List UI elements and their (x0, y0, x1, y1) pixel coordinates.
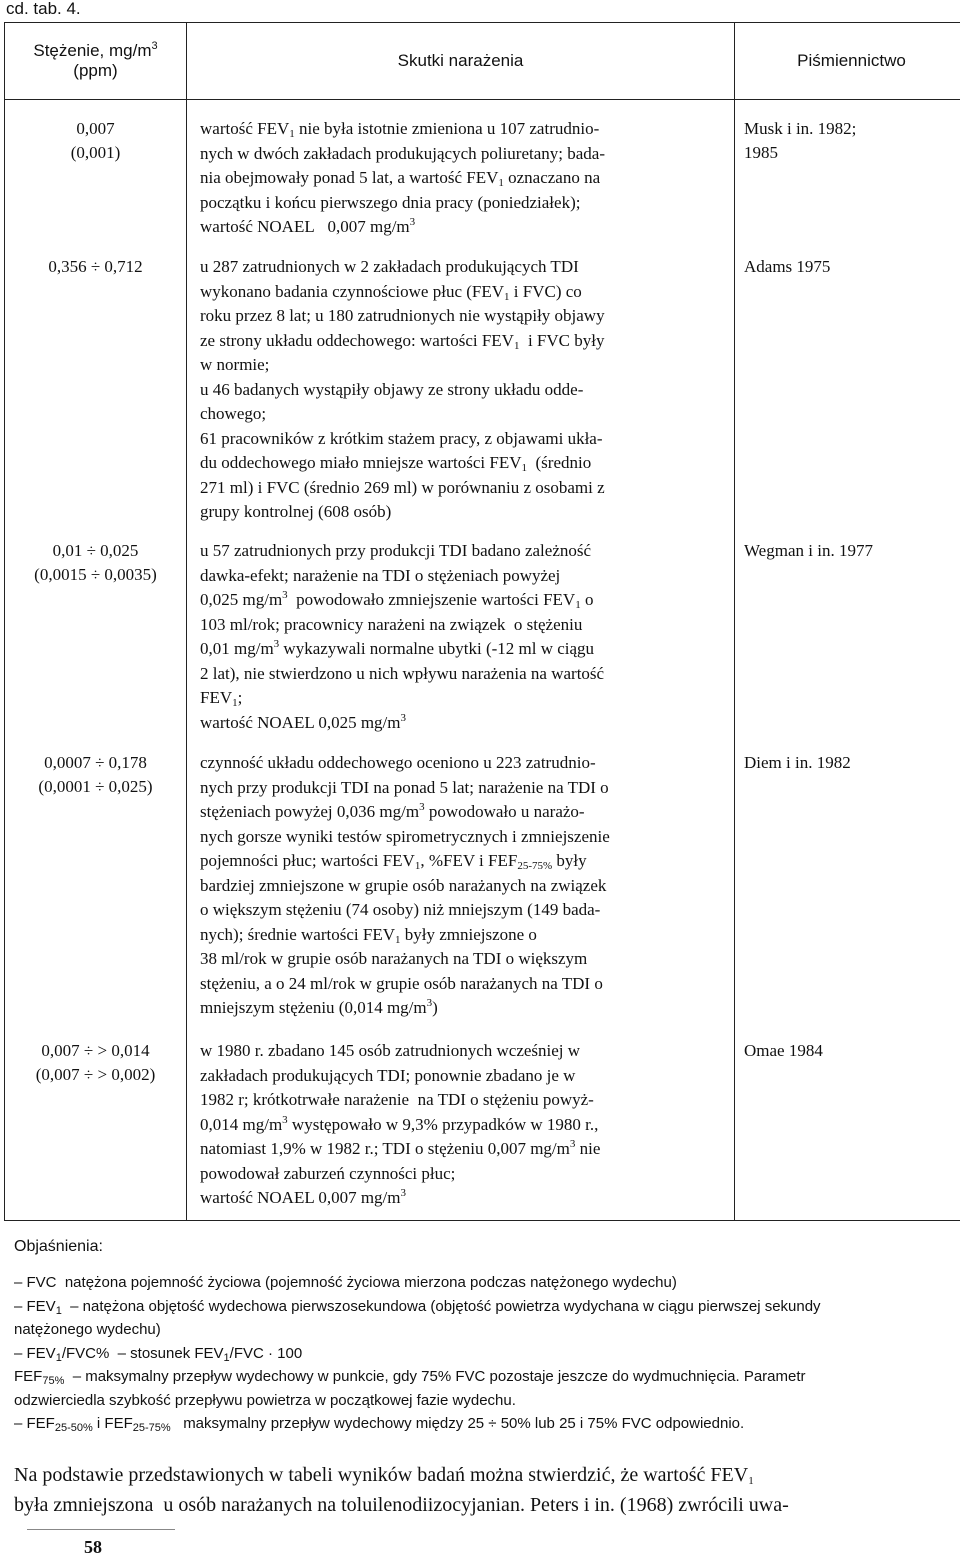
header-conc-line2: (ppm) (73, 61, 118, 80)
row-reference: Omae 1984 (744, 1041, 823, 1060)
row-concentration: 0,007 ÷ > 0,014 (0,007 ÷ > 0,002) (35, 1041, 156, 1084)
effects-column (187, 100, 735, 1221)
row-concentration: 0,356 ÷ 0,712 (48, 257, 143, 276)
body-line: była zmniejszona u osób narażanych na toluilenodiizocyjanian. Peters i in. (1968) zwrócili uwa- (14, 1494, 789, 1516)
row-effects: u 57 zatrudnionych przy produkcji TDI badano zależność dawka-efekt; narażenie na TDI o stężeniach powyżej 0,025 $mg/m^3$ powodowało zmniejszenie wartości $FEV_1$ o 103 ml/rok; pracownicy narażeni na związek o stężeniu 0,01 $mg/m^3$ wykazywali normalne ubytki (-12 ml w ciągu 2 lat), nie stwierdzono u nich wpływu narażenia na wartość $FEV_1$; wartość NOAEL 0,025 $mg/m^3$ (200, 541, 605, 732)
note-line: – $FEV_1$ – natężona objętość wydechowa pierwszosekundowa (objętość powietrza wydychana w ciągu pierwszej sekundy (14, 1297, 821, 1317)
exposure-effects-table (4, 22, 960, 1221)
note-line: $FEF_{75\%}$ – maksymalny przepływ wydechowy w punkcie, gdy 75% FVC pozostaje jeszcze do wydmuchnięcia. Parametr (14, 1368, 806, 1387)
table-header-row (5, 23, 960, 100)
row-concentration: 0,0007 ÷ 0,178 (0,0001 ÷ 0,025) (38, 753, 153, 796)
row-reference: Wegman i in. 1977 (744, 541, 873, 560)
header-effects: Skutki narażenia (187, 23, 735, 100)
references-column (735, 100, 960, 1221)
header-conc-line1: Stężenie, mg/m (33, 41, 152, 60)
table-body-row (5, 100, 960, 1221)
page-number: 58 (84, 1537, 102, 1557)
concentration-column (5, 100, 187, 1221)
footer-rule (27, 1529, 175, 1530)
header-references: Piśmiennictwo (735, 23, 960, 100)
row-reference: Adams 1975 (744, 257, 831, 276)
row-concentration: 0,01 ÷ 0,025 (0,0015 ÷ 0,0035) (34, 541, 157, 584)
note-line: odzwierciedla szybkość przepływu powietrza w początkowej fazie wydechu. (14, 1391, 516, 1409)
note-line: – $FEV_1/FVC\%$ – stosunek $FEV_1$/FVC · 100 (14, 1344, 303, 1364)
row-effects: w 1980 r. zbadano 145 osób zatrudnionych wcześniej w zakładach produkujących TDI; ponownie zbadano je w 1982 r; krótkotrwałe narażenie na TDI o stężeniu powyż- 0,014 $mg/m^3$ występowało w 9,3% przypadków w 1980 r., natomiast 1,9% w 1982 r.; TDI o stężeniu 0,007 $mg/m^3$ nie powodował zaburzeń czynności płuc; wartość NOAEL 0,007 $mg/m^3$ (200, 1041, 601, 1207)
notes-title: Objaśnienia: (14, 1238, 103, 1255)
row-effects: wartość $FEV_1$ nie była istotnie zmieniona u 107 zatrudnio- nych w dwóch zakładach produkujących poliuretany; bada- nia obejmowały ponad 5 lat, a wartość $FEV_1$ oznaczano na początku i końcu pierwszego dnia pracy (poniedziałek); wartość NOAEL 0,007 $mg/m^3$ (200, 119, 606, 236)
table-continuation-caption: cd. tab. 4. (6, 0, 81, 18)
row-effects: u 287 zatrudnionych w 2 zakładach produkujących TDI wykonano badania czynnościowe płuc ($FEV_1$ i FVC) co roku przez 8 lat; u 180 zatrudnionych nie wystąpiły objawy ze strony układu oddechowego: wartości $FEV_1$ i FVC były w normie; u 46 badanych wystąpiły objawy ze strony układu odde- chowego; 61 pracowników z krótkim stażem pracy, z objawami ukła- du oddechowego miało mniejsze wartości $FEV_1$ (średnio 271 ml) i FVC (średnio 269 ml) w porównaniu z osobami z grupy kontrolnej (608 osób) (200, 257, 605, 521)
row-effects: czynność układu oddechowego oceniono u 223 zatrudnio- nych przy produkcji TDI na ponad 5 lat; narażenie na TDI o stężeniach powyżej 0,036 $mg/m^3$ powodowało u narażo- nych gorsze wyniki testów spirometrycznych i zmniejszenie pojemności płuc; wartości $FEV_1$, %FEV i $FEF_{25-75\%}$ były bardziej zmniejszone w grupie osób narażanych na związek o większym stężeniu (74 osoby) niż mniejszym (149 bada- nych); średnie wartości $FEV_1$ były zmniejszone o 38 ml/rok w grupie osób narażanych na TDI o większym stężeniu, a o 24 ml/rok w grupie osób narażanych na TDI o mniejszym stężeniu (0,014 $mg/m^3$) (200, 753, 610, 1017)
header-concentration (5, 23, 187, 100)
row-reference: Musk i in. 1982; 1985 (744, 119, 857, 162)
row-reference: Diem i in. 1982 (744, 753, 851, 772)
notes-list (14, 1271, 960, 1436)
note-line: natężonego wydechu) (14, 1321, 161, 1338)
note-line: – FVC natężona pojemność życiowa (pojemność życiowa mierzona podczas natężonego wydechu) (14, 1274, 677, 1291)
row-concentration: 0,007 (0,001) (70, 119, 121, 162)
body-paragraph (14, 1460, 960, 1520)
header-conc-sup: 3 (151, 40, 158, 52)
body-line: Na podstawie przedstawionych w tabeli wyników badań można stwierdzić, że wartość $FEV_1$ (14, 1464, 754, 1487)
note-line: – $FEF_{25-50\%}$ i $FEF_{25-75\%}$ maksymalny przepływ wydechowy między 25 ÷ 50% lub 25 i 75% FVC odpowiednio. (14, 1415, 745, 1434)
